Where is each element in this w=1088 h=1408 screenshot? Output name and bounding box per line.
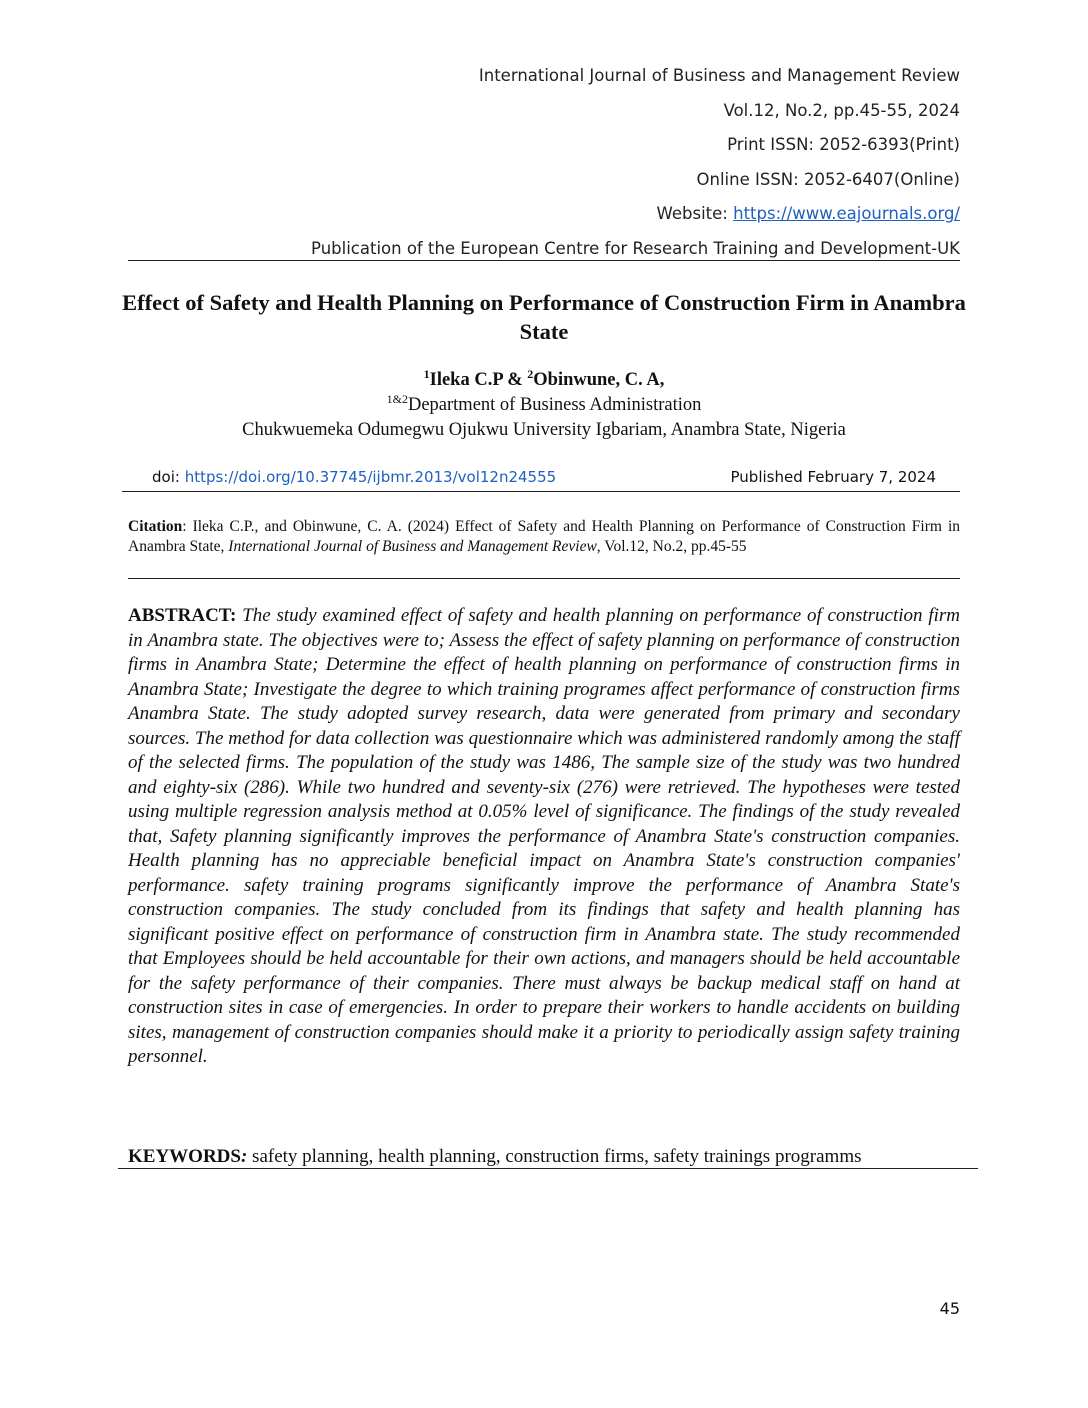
online-issn: Online ISSN: 2052-6407(Online): [696, 169, 960, 189]
website-label: Website:: [656, 204, 734, 223]
university: Chukwuemeka Odumegwu Ojukwu University Igbariam, Anambra State, Nigeria: [242, 420, 846, 440]
page-number: 45: [939, 1299, 960, 1318]
abstract: [128, 604, 960, 1070]
abstract-label: ABSTRACT:: [128, 605, 237, 626]
citation-tail: , Vol.12, No.2, pp.45-55: [596, 537, 747, 555]
keywords-label: KEYWORDS: [128, 1146, 241, 1167]
author1-affiliation-mark: 1: [423, 366, 430, 381]
doi: [152, 468, 556, 486]
citation-divider: [128, 578, 960, 579]
keywords-divider: [118, 1168, 978, 1169]
publisher-line: Publication of the European Centre for Research Training and Development-UK: [311, 238, 960, 258]
citation-text: : Ileka C.P., and Obinwune, C. A. (2024) Effect of Safety and Health Planning on Performance of Construction Firm in Anambra State,: [128, 518, 960, 555]
citation: [128, 517, 960, 556]
header-divider: [128, 260, 960, 261]
paper-title: Effect of Safety and Health Planning on Performance of Construction Firm in Anambra State: [122, 290, 966, 344]
doi-row: [128, 468, 960, 492]
website-line: [260, 200, 960, 235]
doi-divider: [122, 491, 960, 492]
keywords-colon: :: [240, 1146, 248, 1167]
doi-link[interactable]: https://doi.org/10.37745/ijbmr.2013/vol12n24555: [184, 468, 557, 486]
doi-label: doi:: [152, 468, 185, 486]
department: Department of Business Administration: [407, 395, 702, 415]
department-affiliation-mark: 1&2: [386, 391, 408, 406]
volume-info: Vol.12, No.2, pp.45-55, 2024: [723, 100, 960, 120]
author-2: Obinwune, C. A,: [533, 370, 665, 390]
print-issn: Print ISSN: 2052-6393(Print): [727, 135, 960, 154]
department-line: [120, 393, 968, 418]
website-link[interactable]: https://www.eajournals.org/: [733, 204, 960, 223]
author-names: [120, 368, 968, 393]
citation-journal: International Journal of Business and Management Review: [228, 537, 597, 555]
author2-affiliation-mark: 2: [527, 366, 534, 381]
keywords-text: safety planning, health planning, construction firms, safety trainings programms: [247, 1146, 862, 1167]
published-date: Published February 7, 2024: [730, 468, 936, 486]
abstract-text: The study examined effect of safety and health planning on performance of construction firm in Anambra state. The objectives were to; Assess the effect of safety planning on performance of construction firms in Anambra State; Determine the effect of health planning on performance of construction firms in Anambra State; Investigate the degree to which training programes affect performance of construction firms Anambra State. The study adopted survey research, data were generated from primary and secondary sources. The method for data collection was questionnaire which was administered randomly among the staff of the selected firms. The population of the study was 1486, The sample size of the study was two hundred and eighty-six (286). While two hundred and seventy-six (276) were retrieved. The hypotheses were tested using multiple regression analysis method at 0.05% level of significance. The findings of the study revealed that, Safety planning significantly improves the performance of Anambra State's construction companies. Health planning has no appreciable beneficial impact on Anambra State's construction companies' performance. safety training programs significantly improve the performance of Anambra State's construction companies. The study concluded from its findings that safety and health planning has significant positive effect on performance of construction firm in Anambra state. The study recommended that Employees should be held accountable for their own actions, and managers should be held accountable for the safety performance of their companies. There must always be backup medical staff on hand at construction sites in case of emergencies. In order to prepare their workers to handle accidents on building sites, management of construction companies should make it a priority to periodically assign safety training personnel.: [128, 605, 961, 1067]
author-block: [120, 368, 968, 443]
journal-name: International Journal of Business and Management Review: [478, 66, 960, 85]
citation-label: Citation: [128, 518, 183, 535]
author-1: Ileka C.P &: [429, 370, 528, 390]
journal-header: [260, 62, 960, 269]
keywords: [128, 1145, 968, 1169]
